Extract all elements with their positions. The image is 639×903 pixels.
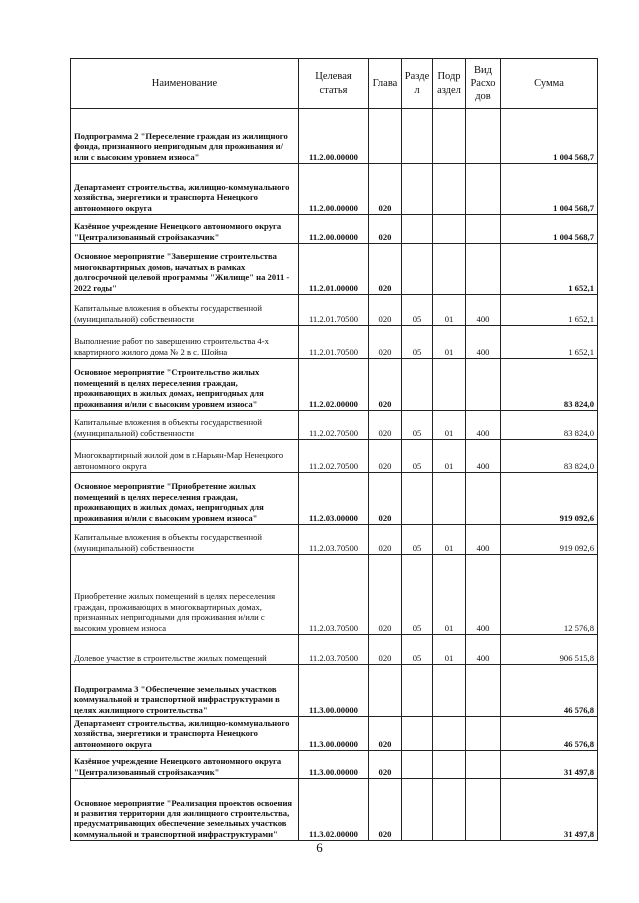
cell-subsection bbox=[433, 473, 466, 525]
cell-section bbox=[402, 751, 433, 779]
cell-chapter bbox=[369, 665, 402, 717]
table-row bbox=[71, 440, 598, 473]
cell-section: 05 bbox=[402, 326, 433, 359]
cell-subsection: 01 bbox=[433, 525, 466, 555]
cell-expense-type bbox=[466, 665, 501, 717]
cell-name: Приобретение жилых помещений в целях переселения граждан, проживающих в многоквартирных домах, признанных непригодными для проживания и/или с высоким уровнем износа bbox=[71, 555, 299, 635]
cell-target: 11.3.00.00000 bbox=[299, 717, 369, 751]
cell-expense-type bbox=[466, 244, 501, 295]
table-row bbox=[71, 215, 598, 244]
cell-section bbox=[402, 665, 433, 717]
cell-sum: 46 576,8 bbox=[501, 717, 598, 751]
cell-subsection bbox=[433, 751, 466, 779]
cell-subsection: 01 bbox=[433, 635, 466, 665]
table-row bbox=[71, 411, 598, 440]
cell-target: 11.2.03.00000 bbox=[299, 473, 369, 525]
cell-expense-type bbox=[466, 751, 501, 779]
cell-section bbox=[402, 473, 433, 525]
page-number: 6 bbox=[316, 840, 323, 855]
cell-section bbox=[402, 215, 433, 244]
cell-expense-type bbox=[466, 779, 501, 841]
cell-name: Основное мероприятие "Строительство жилых помещений в целях переселения граждан, проживающих в жилых домах, непригодных для проживания и/или с высоким уровнем износа" bbox=[71, 359, 299, 411]
cell-target: 11.3.00.00000 bbox=[299, 751, 369, 779]
cell-sum: 12 576,8 bbox=[501, 555, 598, 635]
cell-subsection: 01 bbox=[433, 326, 466, 359]
table-row bbox=[71, 473, 598, 525]
cell-sum: 919 092,6 bbox=[501, 473, 598, 525]
budget-table bbox=[70, 58, 598, 841]
cell-expense-type bbox=[466, 359, 501, 411]
cell-target: 11.2.00.00000 bbox=[299, 109, 369, 164]
cell-target: 11.2.01.00000 bbox=[299, 244, 369, 295]
cell-target: 11.2.01.70500 bbox=[299, 295, 369, 326]
cell-subsection bbox=[433, 665, 466, 717]
cell-expense-type: 400 bbox=[466, 326, 501, 359]
cell-section: 05 bbox=[402, 440, 433, 473]
cell-chapter: 020 bbox=[369, 411, 402, 440]
table-row bbox=[71, 665, 598, 717]
cell-section bbox=[402, 244, 433, 295]
cell-chapter: 020 bbox=[369, 326, 402, 359]
cell-expense-type bbox=[466, 215, 501, 244]
cell-subsection: 01 bbox=[433, 295, 466, 326]
table-row bbox=[71, 717, 598, 751]
cell-expense-type: 400 bbox=[466, 555, 501, 635]
cell-subsection bbox=[433, 717, 466, 751]
cell-chapter: 020 bbox=[369, 717, 402, 751]
table-row bbox=[71, 779, 598, 841]
cell-name: Выполнение работ по завершению строительства 4-х квартирного жилого дома № 2 в с. Шойна bbox=[71, 326, 299, 359]
table-row bbox=[71, 555, 598, 635]
cell-section bbox=[402, 779, 433, 841]
cell-chapter: 020 bbox=[369, 473, 402, 525]
cell-chapter: 020 bbox=[369, 359, 402, 411]
cell-target: 11.3.02.00000 bbox=[299, 779, 369, 841]
cell-expense-type bbox=[466, 164, 501, 215]
cell-chapter: 020 bbox=[369, 244, 402, 295]
cell-chapter: 020 bbox=[369, 751, 402, 779]
cell-name: Капитальные вложения в объекты государственной (муниципальной) собственности bbox=[71, 295, 299, 326]
cell-chapter: 020 bbox=[369, 525, 402, 555]
cell-chapter: 020 bbox=[369, 555, 402, 635]
cell-chapter: 020 bbox=[369, 215, 402, 244]
cell-subsection bbox=[433, 215, 466, 244]
table-row bbox=[71, 359, 598, 411]
cell-sum: 31 497,8 bbox=[501, 779, 598, 841]
cell-section: 05 bbox=[402, 411, 433, 440]
table-row bbox=[71, 295, 598, 326]
cell-subsection: 01 bbox=[433, 440, 466, 473]
cell-sum: 31 497,8 bbox=[501, 751, 598, 779]
cell-name: Капитальные вложения в объекты государственной (муниципальной) собственности bbox=[71, 525, 299, 555]
cell-subsection bbox=[433, 109, 466, 164]
cell-sum: 919 092,6 bbox=[501, 525, 598, 555]
cell-name: Подпрограмма 3 "Обеспечение земельных участков коммунальной и транспортной инфраструктурами в целях жилищного строительства" bbox=[71, 665, 299, 717]
cell-section: 05 bbox=[402, 635, 433, 665]
cell-expense-type bbox=[466, 109, 501, 164]
table-row bbox=[71, 326, 598, 359]
cell-name: Департамент строительства, жилищно-коммунального хозяйства, энергетики и транспорта Ненецкого автономного округа bbox=[71, 164, 299, 215]
cell-section: 05 bbox=[402, 555, 433, 635]
cell-expense-type: 400 bbox=[466, 525, 501, 555]
cell-subsection: 01 bbox=[433, 411, 466, 440]
table-row bbox=[71, 164, 598, 215]
table-header-row bbox=[71, 59, 598, 109]
header-section: Разде л bbox=[402, 59, 433, 109]
cell-target: 11.2.03.70500 bbox=[299, 635, 369, 665]
cell-expense-type bbox=[466, 473, 501, 525]
cell-name: Основное мероприятие "Реализация проектов освоения и развития территории для жилищного строительства, предусматривающих обеспечение земельных участков коммунальной и транспортной инфраструктурами" bbox=[71, 779, 299, 841]
cell-name: Капитальные вложения в объекты государственной (муниципальной) собственности bbox=[71, 411, 299, 440]
cell-expense-type: 400 bbox=[466, 411, 501, 440]
cell-chapter bbox=[369, 109, 402, 164]
cell-sum: 83 824,0 bbox=[501, 411, 598, 440]
cell-section bbox=[402, 109, 433, 164]
cell-section: 05 bbox=[402, 295, 433, 326]
cell-expense-type: 400 bbox=[466, 295, 501, 326]
cell-subsection bbox=[433, 779, 466, 841]
cell-section bbox=[402, 717, 433, 751]
cell-expense-type: 400 bbox=[466, 635, 501, 665]
cell-name: Основное мероприятие "Завершение строительства многоквартирных домов, начатых в рамках долгосрочной целевой программы "Жилище" на 2011 - 2022 годы" bbox=[71, 244, 299, 295]
header-subsection: Подр аздел bbox=[433, 59, 466, 109]
cell-chapter: 020 bbox=[369, 440, 402, 473]
cell-target: 11.2.02.00000 bbox=[299, 359, 369, 411]
cell-target: 11.3.00.00000 bbox=[299, 665, 369, 717]
table-row bbox=[71, 525, 598, 555]
cell-subsection bbox=[433, 164, 466, 215]
cell-target: 11.2.02.70500 bbox=[299, 411, 369, 440]
cell-sum: 46 576,8 bbox=[501, 665, 598, 717]
cell-target: 11.2.03.70500 bbox=[299, 525, 369, 555]
cell-name: Многоквартирный жилой дом в г.Нарьян-Мар Ненецкого автономного округа bbox=[71, 440, 299, 473]
cell-sum: 1 652,1 bbox=[501, 326, 598, 359]
cell-chapter: 020 bbox=[369, 779, 402, 841]
table-row bbox=[71, 751, 598, 779]
table-row bbox=[71, 244, 598, 295]
cell-name: Казённое учреждение Ненецкого автономного округа "Централизованный стройзаказчик" bbox=[71, 215, 299, 244]
cell-section bbox=[402, 359, 433, 411]
cell-chapter: 020 bbox=[369, 295, 402, 326]
cell-name: Долевое участие в строительстве жилых помещений bbox=[71, 635, 299, 665]
cell-name: Подпрограмма 2 "Переселение граждан из жилищного фонда, признанного непригодным для проживания и/или с высоким уровнем износа" bbox=[71, 109, 299, 164]
cell-sum: 83 824,0 bbox=[501, 440, 598, 473]
header-chapter: Глава bbox=[369, 59, 402, 109]
cell-subsection: 01 bbox=[433, 555, 466, 635]
cell-target: 11.2.02.70500 bbox=[299, 440, 369, 473]
header-target: Целевая статья bbox=[299, 59, 369, 109]
cell-sum: 1 004 568,7 bbox=[501, 164, 598, 215]
cell-target: 11.2.00.00000 bbox=[299, 164, 369, 215]
cell-subsection bbox=[433, 359, 466, 411]
cell-sum: 1 004 568,7 bbox=[501, 109, 598, 164]
cell-target: 11.2.01.70500 bbox=[299, 326, 369, 359]
cell-sum: 906 515,8 bbox=[501, 635, 598, 665]
cell-expense-type: 400 bbox=[466, 440, 501, 473]
header-expense-type: Вид Расхо дов bbox=[466, 59, 501, 109]
cell-subsection bbox=[433, 244, 466, 295]
cell-sum: 1 652,1 bbox=[501, 295, 598, 326]
cell-name: Казённое учреждение Ненецкого автономного округа "Централизованный стройзаказчик" bbox=[71, 751, 299, 779]
header-sum: Сумма bbox=[501, 59, 598, 109]
header-name: Наименование bbox=[71, 59, 299, 109]
cell-sum: 1 004 568,7 bbox=[501, 215, 598, 244]
cell-target: 11.2.00.00000 bbox=[299, 215, 369, 244]
cell-chapter: 020 bbox=[369, 164, 402, 215]
table-body bbox=[71, 109, 598, 841]
cell-name: Основное мероприятие "Приобретение жилых помещений в целях переселения граждан, проживающих в жилых домах, непригодных для проживания и/или с высоким уровнем износа" bbox=[71, 473, 299, 525]
cell-expense-type bbox=[466, 717, 501, 751]
cell-section: 05 bbox=[402, 525, 433, 555]
cell-sum: 83 824,0 bbox=[501, 359, 598, 411]
table-row bbox=[71, 635, 598, 665]
cell-name: Департамент строительства, жилищно-коммунального хозяйства, энергетики и транспорта Ненецкого автономного округа bbox=[71, 717, 299, 751]
cell-sum: 1 652,1 bbox=[501, 244, 598, 295]
cell-target: 11.2.03.70500 bbox=[299, 555, 369, 635]
table-row bbox=[71, 109, 598, 164]
cell-section bbox=[402, 164, 433, 215]
cell-chapter: 020 bbox=[369, 635, 402, 665]
